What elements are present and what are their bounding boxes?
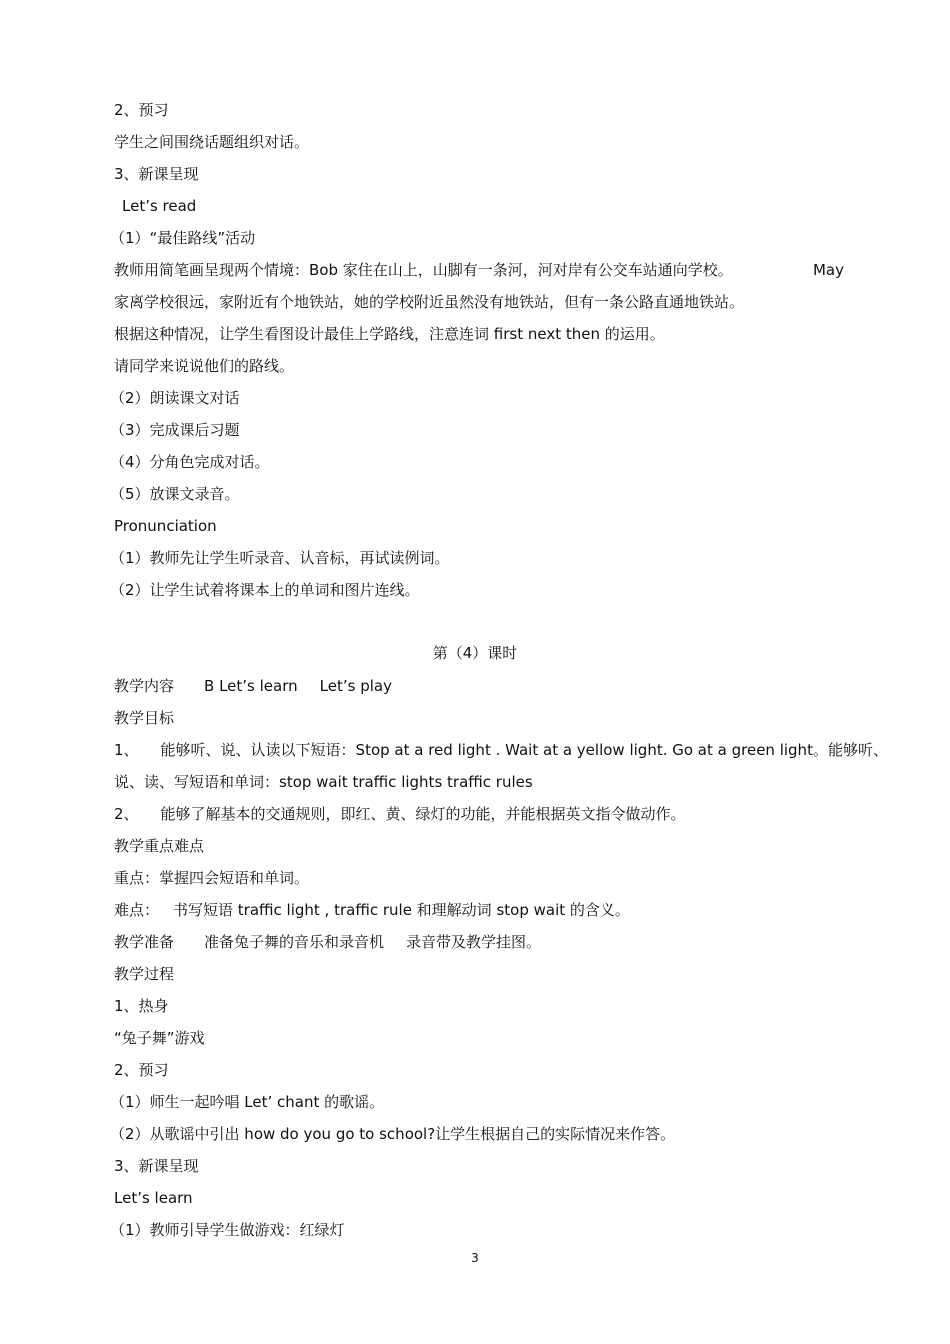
paragraph-text: 请同学来说说他们的路线。 [114,357,295,375]
subheading-lets-learn: Let’s learn [114,1189,193,1207]
content-item: B Let’s learn [204,677,298,695]
section-heading-preview: 2、预习 [114,101,169,119]
paragraph-text: 根据这种情况，让学生看图设计最佳上学路线，注意连词 first next then 的运用。 [114,325,665,343]
list-item: （1）教师先让学生听录音、认音标，再试读例词。 [110,549,450,567]
key-points-label: 教学重点难点 [114,837,205,855]
subheading-lets-read: Let’s read [122,197,197,215]
content-item: Let’s play [319,677,392,695]
goal-item [114,740,888,760]
key-point-text: 重点：掌握四会短语和单词。 [114,869,310,887]
list-item: （3）完成课后习题 [110,421,240,439]
section-heading-warmup: 1、热身 [114,997,169,1015]
goal-text: 能够了解基本的交通规则，即红、黄、绿灯的功能，并能根据英文指令做动作。 [160,805,686,823]
goals-label: 教学目标 [114,709,175,727]
list-item: （2）让学生试着将课本上的单词和图片连线。 [110,581,420,599]
process-label: 教学过程 [114,965,175,983]
paragraph-text-end: May [812,261,844,279]
content-label: 教学内容 [114,677,175,695]
goal-text-continued: 说、读、写短语和单词：stop wait traffic lights traffic rules [114,773,533,791]
list-item: （1）“最佳路线”活动 [110,229,256,247]
list-item: （1）教师引导学生做游戏：红绿灯 [110,1221,345,1239]
paragraph-text: 学生之间围绕话题组织对话。 [114,133,310,151]
page-number: 3 [471,1251,479,1265]
section-heading-preview: 2、预习 [114,1061,169,1079]
list-item: （5）放课文录音。 [110,485,240,503]
content-row [114,676,844,696]
preparation-text: 准备兔子舞的音乐和录音机 [204,933,385,951]
difficulty-text: 书写短语 traffic light , traffic rule 和理解动词 stop wait 的含义。 [173,901,630,919]
paragraph-text: “兔子舞”游戏 [114,1029,205,1047]
difficulty-label: 难点： [114,901,160,919]
list-item: （2）朗读课文对话 [110,389,240,407]
goal-number: 2、 [114,805,139,823]
subheading-pronunciation: Pronunciation [114,517,217,535]
list-item: （4）分角色完成对话。 [110,453,270,471]
paragraph-text: 家离学校很远，家附近有个地铁站，她的学校附近虽然没有地铁站，但有一条公路直通地铁站。 [114,293,745,311]
difficulty-row [114,900,844,920]
section-heading-new-lesson: 3、新课呈现 [114,165,199,183]
preparation-row [114,932,844,952]
goal-item [114,804,844,824]
preparation-label: 教学准备 [114,933,175,951]
lesson-heading: 第（4）课时 [432,644,518,662]
goal-number: 1、 [114,741,139,759]
section-heading-new-lesson: 3、新课呈现 [114,1157,199,1175]
list-item: （1）师生一起吟唱 Let’ chant 的歌谣。 [110,1093,385,1111]
preparation-text: 录音带及教学挂图。 [406,933,542,951]
paragraph-text: 教师用简笔画呈现两个情境：Bob 家住在山上，山脚有一条河，河对岸有公交车站通向学校。 [114,261,733,279]
goal-text: 能够听、说、认读以下短语：Stop at a red light . Wait at a yellow light. Go at a green light。能够听、 [160,741,888,759]
paragraph-line [114,260,844,280]
list-item: （2）从歌谣中引出 how do you go to school?让学生根据自己的实际情况来作答。 [110,1125,676,1143]
